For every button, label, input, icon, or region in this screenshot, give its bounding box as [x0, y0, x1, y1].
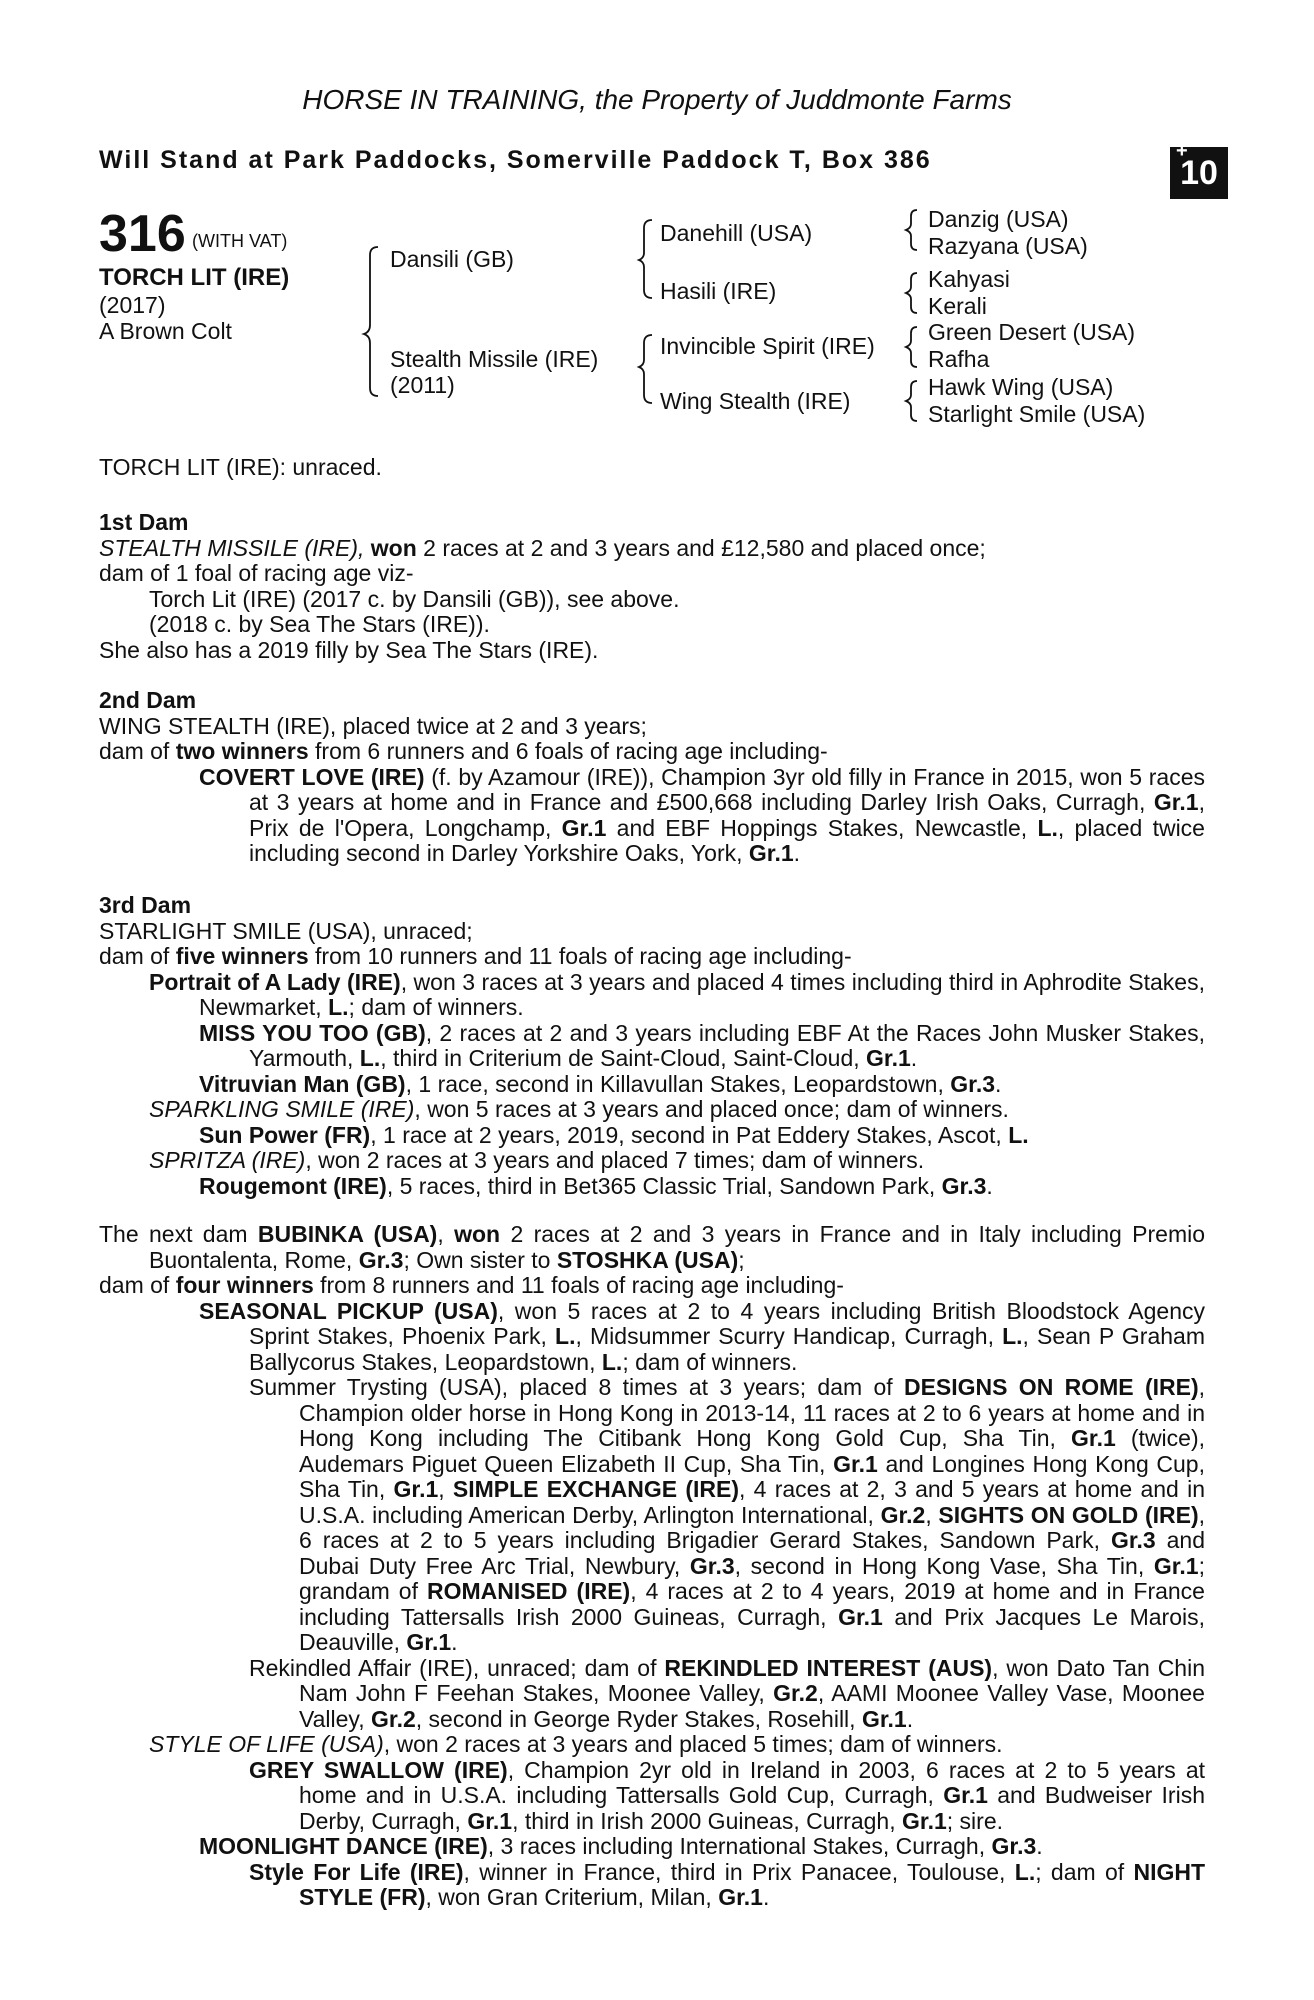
- produce-item: COVERT LOVE (IRE) (f. by Azamour (IRE)), Champion 3yr old filly in France in 2015, won 5 races at 3 years at home and in France and £500,668 including Darley Irish Oaks, Curragh, Gr.1, Prix de l'Opera, Longchamp, Gr.1 and EBF Hoppings Stakes, Newcastle, L., placed twice including second in Darley Yorkshire Oaks, York, Gr.1.: [199, 763, 1205, 866]
- produce-item: Style For Life (IRE), winner in France, third in Prix Panacee, Toulouse, L.; dam of NIGHT STYLE (FR), won Gran Criterium, Milan, Gr.1.: [249, 1858, 1206, 1910]
- race-record: TORCH LIT (IRE): unraced.: [99, 454, 382, 480]
- catalogue-header: HORSE IN TRAINING, the Property of Juddmonte Farms: [302, 84, 1012, 115]
- third-dam-produce-intro: dam of five winners from 10 runners and 11 foals of racing age including-: [99, 943, 852, 969]
- second-dam-produce-intro: dam of two winners from 6 runners and 6 foals of racing age including-: [99, 738, 828, 764]
- section-heading: 3rd Dam: [99, 892, 192, 918]
- produce-item: SPRITZA (IRE), won 2 races at 3 years and placed 7 times; dam of winners.: [149, 1147, 925, 1173]
- third-dam-line: STARLIGHT SMILE (USA), unraced;: [99, 917, 473, 944]
- produce-item: STYLE OF LIFE (USA), won 2 races at 3 years and placed 5 times; dam of winners.: [149, 1731, 1003, 1757]
- second-dam-line: WING STEALTH (IRE), placed twice at 2 and 3 years;: [99, 712, 647, 739]
- produce-note: She also has a 2019 filly by Sea The Stars (IRE).: [99, 636, 599, 663]
- ancestor-8: Starlight Smile (USA): [928, 401, 1146, 427]
- produce-item: SEASONAL PICKUP (USA), won 5 races at 2 to 4 years including British Bloodstock Agency Sprint Stakes, Phoenix Park, L., Midsummer Scurry Handicap, Curragh, L., Sean P Graham Ballycorus Stakes, Leopardstown, L.; dam of winners.: [199, 1297, 1205, 1375]
- produce-item: MOONLIGHT DANCE (IRE), 3 races including International Stakes, Curragh, Gr.3.: [199, 1833, 1043, 1859]
- produce-item: Rougemont (IRE), 5 races, third in Bet365 Classic Trial, Sandown Park, Gr.3.: [199, 1172, 993, 1199]
- dam: Stealth Missile (IRE): [390, 346, 599, 372]
- vat-note: (WITH VAT): [192, 231, 288, 251]
- first-dam-line: STEALTH MISSILE (IRE), won 2 races at 2 and 3 years and £12,580 and placed once;: [99, 534, 986, 561]
- pedigree-brackets: [0, 0, 1314, 440]
- produce-item: Portrait of A Lady (IRE), won 3 races at 3 years and placed 4 times including third in Aphrodite Stakes, Newmarket, L.; dam of winners.: [149, 968, 1205, 1020]
- section-heading: 2nd Dam: [99, 687, 197, 713]
- sire: Dansili (GB): [390, 246, 514, 272]
- sire-sire: Danehill (USA): [660, 220, 813, 246]
- sire-dam: Hasili (IRE): [660, 278, 777, 304]
- next-dam-produce-intro: dam of four winners from 8 runners and 11 foals of racing age including-: [99, 1272, 844, 1298]
- produce-item: Vitruvian Man (GB), 1 race, second in Killavullan Stakes, Leopardstown, Gr.3.: [199, 1070, 1002, 1097]
- ancestor-4: Kerali: [928, 293, 987, 319]
- dam-year: (2011): [390, 372, 455, 398]
- produce-item: Torch Lit (IRE) (2017 c. by Dansili (GB)), see above.: [149, 585, 680, 612]
- produce-item: SPARKLING SMILE (IRE), won 5 races at 3 years and placed once; dam of winners.: [149, 1096, 1009, 1122]
- next-dam-line: The next dam BUBINKA (USA), won 2 races at 2 and 3 years in France and in Italy including Premio Buontalenta, Rome, Gr.3; Own sister to STOSHKA (USA);: [99, 1221, 1205, 1273]
- ancestor-6: Rafha: [928, 346, 990, 372]
- horse-year: (2017): [99, 292, 166, 318]
- produce-item: MISS YOU TOO (GB), 2 races at 2 and 3 years including EBF At the Races John Musker Stakes, Yarmouth, L., third in Criterium de Saint-Cloud, Saint-Cloud, Gr.1.: [199, 1019, 1205, 1071]
- lot-number: 316: [99, 205, 186, 263]
- ancestor-7: Hawk Wing (USA): [928, 374, 1114, 400]
- ancestor-1: Danzig (USA): [928, 206, 1069, 232]
- produce-item: Summer Trysting (USA), placed 8 times at 3 years; dam of DESIGNS ON ROME (IRE), Champion older horse in Hong Kong in 2013-14, 11 races at 2 to 6 years at home and in Hong Kong including The Citibank Hong Kong Gold Cup, Sha Tin, Gr.1 (twice), Audemars Piguet Queen Elizabeth II Cup, Sha Tin, Gr.1 and Longines Hong Kong Cup, Sha Tin, Gr.1, SIMPLE EXCHANGE (IRE), 4 races at 2, 3 and 5 years at home and in U.S.A. including American Derby, Arlington International, Gr.2, SIGHTS ON GOLD (IRE), 6 races at 2 to 5 years including Brigadier Gerard Stakes, Sandown Park, Gr.3 and Dubai Duty Free Arc Trial, Newbury, Gr.3, second in Hong Kong Vase, Sha Tin, Gr.1; grandam of ROMANISED (IRE), 4 races at 2 to 4 years, 2019 at home and in France including Tattersalls Irish 2000 Guineas, Curragh, Gr.1 and Prix Jacques Le Marois, Deauville, Gr.1.: [249, 1374, 1206, 1655]
- ancestor-5: Green Desert (USA): [928, 319, 1136, 345]
- next-dam-section: [99, 1222, 1205, 1911]
- produce-item: GREY SWALLOW (IRE), Champion 2yr old in Ireland in 2003, 6 races at 2 to 5 years at home and in U.S.A. including Tattersalls Gold Cup, Curragh, Gr.1 and Budweiser Irish Derby, Curragh, Gr.1, third in Irish 2000 Guineas, Curragh, Gr.1; sire.: [249, 1756, 1206, 1834]
- section-heading: 1st Dam: [99, 509, 189, 535]
- horse-name: TORCH LIT (IRE): [99, 264, 290, 291]
- stand-location: Will Stand at Park Paddocks, Somerville Paddock T, Box 386: [99, 146, 932, 174]
- badge-number: 10: [1180, 154, 1218, 192]
- ancestor-3: Kahyasi: [928, 266, 1010, 292]
- produce-item: Rekindled Affair (IRE), unraced; dam of REKINDLED INTEREST (AUS), won Dato Tan Chin Nam John F Feehan Stakes, Moonee Valley, Gr.2, AAMI Moonee Valley Vase, Moonee Valley, Gr.2, second in George Ryder Stakes, Rosehill, Gr.1.: [249, 1654, 1205, 1732]
- ancestor-2: Razyana (USA): [928, 233, 1088, 259]
- horse-description: A Brown Colt: [99, 318, 232, 344]
- badge-plus: +: [1176, 140, 1188, 162]
- produce-item: (2018 c. by Sea The Stars (IRE)).: [149, 611, 490, 637]
- first-dam-section: [99, 510, 1205, 663]
- first-dam-produce-intro: dam of 1 foal of racing age viz-: [99, 560, 414, 586]
- dam-sire: Invincible Spirit (IRE): [660, 333, 875, 359]
- third-dam-section: [99, 893, 1205, 1199]
- produce-item: Sun Power (FR), 1 race at 2 years, 2019, second in Pat Eddery Stakes, Ascot, L.: [199, 1121, 1029, 1148]
- dam-dam: Wing Stealth (IRE): [660, 388, 851, 414]
- second-dam-section: [99, 688, 1205, 867]
